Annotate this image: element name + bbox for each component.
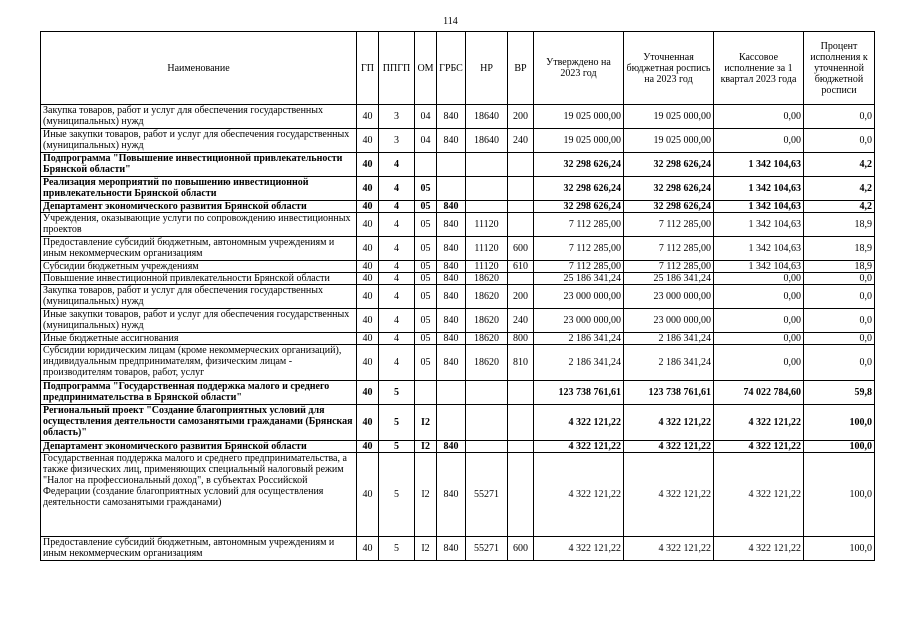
- cell-ppgp: 5: [379, 537, 415, 561]
- cell-vr: [508, 441, 534, 453]
- cell-om: 05: [415, 201, 437, 213]
- cell-np: 11120: [466, 261, 508, 273]
- cell-om: 05: [415, 237, 437, 261]
- cell-percent: 0,0: [804, 285, 875, 309]
- cell-vr: [508, 201, 534, 213]
- cell-np: [466, 405, 508, 441]
- header-np: НР: [466, 32, 508, 105]
- header-vr: ВР: [508, 32, 534, 105]
- cell-ppgp: 3: [379, 129, 415, 153]
- cell-percent: 0,0: [804, 129, 875, 153]
- cell-refined: 32 298 626,24: [624, 177, 714, 201]
- cell-np: 11120: [466, 237, 508, 261]
- cell-cash: 4 322 121,22: [714, 441, 804, 453]
- header-percent: Процент исполнения к уточненной бюджетной росписи: [804, 32, 875, 105]
- cell-name: Учреждения, оказывающие услуги по сопровождению инвестиционных проектов: [41, 213, 357, 237]
- cell-cash: 1 342 104,63: [714, 201, 804, 213]
- cell-om: 05: [415, 333, 437, 345]
- cell-percent: 18,9: [804, 261, 875, 273]
- header-grbs: ГРБС: [437, 32, 466, 105]
- table-row: [41, 105, 875, 129]
- cell-refined: 4 322 121,22: [624, 405, 714, 441]
- cell-approved: 123 738 761,61: [534, 381, 624, 405]
- cell-np: [466, 201, 508, 213]
- cell-gp: 40: [357, 105, 379, 129]
- cell-om: [415, 153, 437, 177]
- cell-vr: [508, 177, 534, 201]
- cell-ppgp: 5: [379, 441, 415, 453]
- cell-name: Департамент экономического развития Брянской области: [41, 441, 357, 453]
- cell-percent: 0,0: [804, 273, 875, 285]
- cell-name: Предоставление субсидий бюджетным, автономным учреждениям и иным некоммерческим организациям: [41, 237, 357, 261]
- cell-approved: 25 186 341,24: [534, 273, 624, 285]
- cell-refined: 2 186 341,24: [624, 333, 714, 345]
- cell-refined: 19 025 000,00: [624, 105, 714, 129]
- cell-vr: 600: [508, 537, 534, 561]
- cell-gp: 40: [357, 309, 379, 333]
- cell-approved: 2 186 341,24: [534, 345, 624, 381]
- table-row: [41, 309, 875, 333]
- cell-vr: [508, 381, 534, 405]
- cell-percent: 4,2: [804, 177, 875, 201]
- cell-approved: 23 000 000,00: [534, 309, 624, 333]
- table-row: [41, 177, 875, 201]
- cell-name: Субсидии бюджетным учреждениям: [41, 261, 357, 273]
- cell-percent: 0,0: [804, 105, 875, 129]
- cell-cash: 0,00: [714, 333, 804, 345]
- cell-refined: 4 322 121,22: [624, 537, 714, 561]
- table-row: [41, 153, 875, 177]
- cell-np: 18620: [466, 285, 508, 309]
- cell-grbs: 840: [437, 201, 466, 213]
- cell-grbs: 840: [437, 453, 466, 537]
- cell-ppgp: 3: [379, 105, 415, 129]
- cell-grbs: 840: [437, 237, 466, 261]
- cell-name: Иные закупки товаров, работ и услуг для обеспечения государственных (муниципальных) нужд: [41, 309, 357, 333]
- cell-gp: 40: [357, 537, 379, 561]
- cell-percent: 100,0: [804, 405, 875, 441]
- cell-percent: 0,0: [804, 309, 875, 333]
- cell-np: 18640: [466, 129, 508, 153]
- cell-cash: 0,00: [714, 273, 804, 285]
- cell-refined: 7 112 285,00: [624, 237, 714, 261]
- cell-gp: 40: [357, 237, 379, 261]
- cell-name: Закупка товаров, работ и услуг для обеспечения государственных (муниципальных) нужд: [41, 105, 357, 129]
- cell-grbs: [437, 381, 466, 405]
- cell-approved: 2 186 341,24: [534, 333, 624, 345]
- cell-np: 18620: [466, 345, 508, 381]
- cell-ppgp: 4: [379, 177, 415, 201]
- table-body: [41, 105, 875, 561]
- cell-name: Подпрограмма "Государственная поддержка малого и среднего предпринимательства в Брянской области": [41, 381, 357, 405]
- cell-grbs: 840: [437, 273, 466, 285]
- cell-ppgp: 4: [379, 285, 415, 309]
- header-cash: Кассовое исполнение за 1 квартал 2023 года: [714, 32, 804, 105]
- cell-np: 18620: [466, 273, 508, 285]
- cell-np: 55271: [466, 453, 508, 537]
- cell-np: 18620: [466, 333, 508, 345]
- cell-ppgp: 4: [379, 261, 415, 273]
- cell-gp: 40: [357, 405, 379, 441]
- cell-ppgp: 4: [379, 345, 415, 381]
- header-ppgp: ППГП: [379, 32, 415, 105]
- cell-approved: 23 000 000,00: [534, 285, 624, 309]
- cell-name: Закупка товаров, работ и услуг для обеспечения государственных (муниципальных) нужд: [41, 285, 357, 309]
- cell-grbs: [437, 177, 466, 201]
- cell-ppgp: 5: [379, 381, 415, 405]
- cell-cash: 74 022 784,60: [714, 381, 804, 405]
- cell-np: [466, 153, 508, 177]
- cell-gp: 40: [357, 153, 379, 177]
- cell-refined: 23 000 000,00: [624, 285, 714, 309]
- cell-grbs: 840: [437, 333, 466, 345]
- cell-name: Субсидии юридическим лицам (кроме некоммерческих организаций), индивидуальным предпринимателям, физическим лицам - производителям товаров, работ, услуг: [41, 345, 357, 381]
- cell-approved: 4 322 121,22: [534, 453, 624, 537]
- cell-refined: 32 298 626,24: [624, 201, 714, 213]
- cell-cash: 0,00: [714, 285, 804, 309]
- cell-name: Подпрограмма "Повышение инвестиционной привлекательности Брянской области": [41, 153, 357, 177]
- cell-approved: 7 112 285,00: [534, 237, 624, 261]
- cell-percent: 100,0: [804, 441, 875, 453]
- cell-approved: 4 322 121,22: [534, 537, 624, 561]
- cell-name: Иные закупки товаров, работ и услуг для обеспечения государственных (муниципальных) нужд: [41, 129, 357, 153]
- cell-refined: 19 025 000,00: [624, 129, 714, 153]
- cell-om: 05: [415, 285, 437, 309]
- cell-cash: 4 322 121,22: [714, 453, 804, 537]
- table-row: [41, 537, 875, 561]
- cell-ppgp: 4: [379, 213, 415, 237]
- cell-gp: 40: [357, 201, 379, 213]
- cell-grbs: 840: [437, 345, 466, 381]
- cell-percent: 100,0: [804, 453, 875, 537]
- table-row: [41, 273, 875, 285]
- cell-ppgp: 4: [379, 237, 415, 261]
- cell-om: 05: [415, 213, 437, 237]
- cell-percent: 100,0: [804, 537, 875, 561]
- cell-cash: 1 342 104,63: [714, 177, 804, 201]
- cell-om: I2: [415, 405, 437, 441]
- cell-grbs: 840: [437, 105, 466, 129]
- cell-name: Иные бюджетные ассигнования: [41, 333, 357, 345]
- cell-gp: 40: [357, 333, 379, 345]
- cell-percent: 0,0: [804, 333, 875, 345]
- cell-refined: 7 112 285,00: [624, 261, 714, 273]
- cell-cash: 1 342 104,63: [714, 213, 804, 237]
- cell-om: [415, 381, 437, 405]
- cell-vr: 200: [508, 285, 534, 309]
- cell-grbs: 840: [437, 129, 466, 153]
- table-row: [41, 453, 875, 537]
- cell-grbs: 840: [437, 309, 466, 333]
- cell-gp: 40: [357, 273, 379, 285]
- budget-table: [40, 31, 875, 561]
- cell-cash: 0,00: [714, 129, 804, 153]
- cell-refined: 4 322 121,22: [624, 441, 714, 453]
- table-row: [41, 129, 875, 153]
- cell-gp: 40: [357, 261, 379, 273]
- cell-cash: 0,00: [714, 309, 804, 333]
- cell-vr: 240: [508, 129, 534, 153]
- cell-ppgp: 4: [379, 201, 415, 213]
- cell-np: 55271: [466, 537, 508, 561]
- header-approved: Утверждено на 2023 год: [534, 32, 624, 105]
- cell-vr: 240: [508, 309, 534, 333]
- cell-cash: 0,00: [714, 345, 804, 381]
- cell-name: Государственная поддержка малого и среднего предпринимательства, а также физических лиц, применяющих специальный налоговый режим "Налог на профессиональный доход", в субъектах Российской Федерации (создание благоприятных условий для осуществления деятельности самозанятыми гражданами): [41, 453, 357, 537]
- cell-np: 18620: [466, 309, 508, 333]
- cell-approved: 4 322 121,22: [534, 405, 624, 441]
- cell-om: I2: [415, 441, 437, 453]
- cell-grbs: 840: [437, 285, 466, 309]
- cell-gp: 40: [357, 285, 379, 309]
- cell-ppgp: 5: [379, 453, 415, 537]
- cell-ppgp: 5: [379, 405, 415, 441]
- cell-refined: 7 112 285,00: [624, 213, 714, 237]
- cell-np: [466, 381, 508, 405]
- cell-vr: [508, 213, 534, 237]
- cell-grbs: 840: [437, 537, 466, 561]
- cell-refined: 4 322 121,22: [624, 453, 714, 537]
- cell-grbs: 840: [437, 441, 466, 453]
- cell-cash: 4 322 121,22: [714, 537, 804, 561]
- table-row: [41, 333, 875, 345]
- cell-grbs: [437, 405, 466, 441]
- cell-percent: 4,2: [804, 201, 875, 213]
- cell-name: Региональный проект "Создание благоприятных условий для осуществления деятельности самозанятыми гражданами (Брянская область)": [41, 405, 357, 441]
- cell-percent: 59,8: [804, 381, 875, 405]
- cell-approved: 4 322 121,22: [534, 441, 624, 453]
- cell-approved: 19 025 000,00: [534, 129, 624, 153]
- cell-percent: 18,9: [804, 237, 875, 261]
- cell-om: 05: [415, 261, 437, 273]
- cell-cash: 1 342 104,63: [714, 237, 804, 261]
- cell-approved: 7 112 285,00: [534, 213, 624, 237]
- cell-name: Департамент экономического развития Брянской области: [41, 201, 357, 213]
- cell-gp: 40: [357, 213, 379, 237]
- cell-approved: 32 298 626,24: [534, 177, 624, 201]
- cell-vr: [508, 405, 534, 441]
- cell-approved: 32 298 626,24: [534, 153, 624, 177]
- cell-gp: 40: [357, 129, 379, 153]
- cell-approved: 19 025 000,00: [534, 105, 624, 129]
- cell-vr: 800: [508, 333, 534, 345]
- cell-om: 05: [415, 309, 437, 333]
- cell-name: Повышение инвестиционной привлекательности Брянской области: [41, 273, 357, 285]
- cell-ppgp: 4: [379, 153, 415, 177]
- cell-cash: 4 322 121,22: [714, 405, 804, 441]
- table-row: [41, 213, 875, 237]
- cell-approved: 7 112 285,00: [534, 261, 624, 273]
- cell-np: [466, 441, 508, 453]
- header-gp: ГП: [357, 32, 379, 105]
- cell-grbs: 840: [437, 261, 466, 273]
- cell-vr: 600: [508, 237, 534, 261]
- cell-cash: 1 342 104,63: [714, 261, 804, 273]
- cell-np: [466, 177, 508, 201]
- cell-percent: 18,9: [804, 213, 875, 237]
- cell-np: 11120: [466, 213, 508, 237]
- cell-grbs: 840: [437, 213, 466, 237]
- table-row: [41, 201, 875, 213]
- cell-np: 18640: [466, 105, 508, 129]
- cell-om: 05: [415, 345, 437, 381]
- cell-vr: 610: [508, 261, 534, 273]
- cell-vr: [508, 453, 534, 537]
- cell-name: Реализация мероприятий по повышению инвестиционной привлекательности Брянской области: [41, 177, 357, 201]
- cell-percent: 4,2: [804, 153, 875, 177]
- cell-name: Предоставление субсидий бюджетным, автономным учреждениям и иным некоммерческим организациям: [41, 537, 357, 561]
- cell-vr: 200: [508, 105, 534, 129]
- cell-refined: 25 186 341,24: [624, 273, 714, 285]
- cell-om: 05: [415, 177, 437, 201]
- cell-percent: 0,0: [804, 345, 875, 381]
- cell-vr: [508, 153, 534, 177]
- table-row: [41, 237, 875, 261]
- cell-cash: 1 342 104,63: [714, 153, 804, 177]
- cell-vr: 810: [508, 345, 534, 381]
- table-row: [41, 261, 875, 273]
- table-row: [41, 345, 875, 381]
- cell-refined: 32 298 626,24: [624, 153, 714, 177]
- cell-gp: 40: [357, 177, 379, 201]
- cell-om: 04: [415, 129, 437, 153]
- cell-om: 05: [415, 273, 437, 285]
- header-om: ОМ: [415, 32, 437, 105]
- cell-gp: 40: [357, 441, 379, 453]
- header-row: [41, 32, 875, 105]
- cell-ppgp: 4: [379, 309, 415, 333]
- table-row: [41, 405, 875, 441]
- cell-refined: 23 000 000,00: [624, 309, 714, 333]
- cell-ppgp: 4: [379, 273, 415, 285]
- table-row: [41, 285, 875, 309]
- cell-gp: 40: [357, 453, 379, 537]
- table-row: [41, 381, 875, 405]
- cell-cash: 0,00: [714, 105, 804, 129]
- table-row: [41, 441, 875, 453]
- cell-ppgp: 4: [379, 333, 415, 345]
- cell-om: I2: [415, 537, 437, 561]
- page-number: 114: [443, 16, 458, 27]
- cell-vr: [508, 273, 534, 285]
- header-name: Наименование: [41, 32, 357, 105]
- cell-gp: 40: [357, 345, 379, 381]
- cell-om: I2: [415, 453, 437, 537]
- cell-grbs: [437, 153, 466, 177]
- cell-gp: 40: [357, 381, 379, 405]
- cell-om: 04: [415, 105, 437, 129]
- cell-refined: 123 738 761,61: [624, 381, 714, 405]
- cell-approved: 32 298 626,24: [534, 201, 624, 213]
- header-refined: Уточненная бюджетная роспись на 2023 год: [624, 32, 714, 105]
- cell-refined: 2 186 341,24: [624, 345, 714, 381]
